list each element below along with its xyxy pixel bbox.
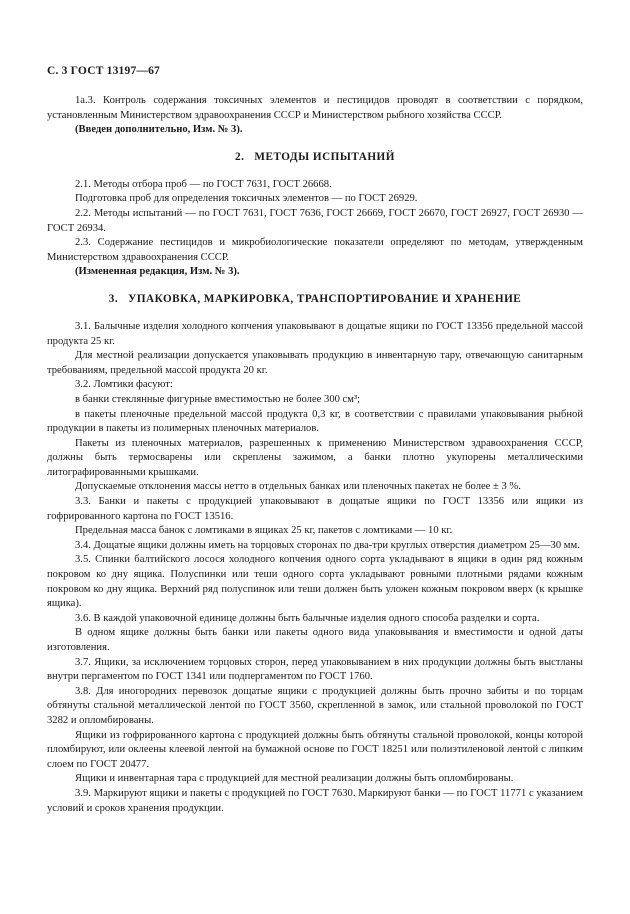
- paragraph-3-2a: в банки стеклянные фигурные вместимостью не более 300 см³;: [75, 393, 361, 405]
- paragraph-1a3: 1а.3. Контроль содержания токсичных элементов и пестицидов проводят в соответствии с порядком, установленным Министерством здравоохранения СССР и Министерством рыбного хозяйства СССР.: [47, 95, 583, 121]
- paragraph-3-5: 3.5. Спинки балтийского лосося холодного копчения одного сорта укладывают в ящики в один ряд кожным покровом ко дну ящика. Полуспинки или теши одного сорта укладывают ровными плотными рядами кожным покровом ко дну ящика. Верхний ряд полуспинок или теши должен быть уложен кожным покровом вверх (к крышке ящика).: [47, 554, 583, 610]
- paragraph-2-3: 2.3. Содержание пестицидов и микробиологические показатели определяют по методам, утвержденным Министерством здравоохранения СССР.: [47, 237, 583, 263]
- paragraph-3-6b: В одном ящике должны быть банки или пакеты одного вида упаковывания и вместимости и одной даты изготовления.: [47, 627, 583, 653]
- paragraph-3-9: 3.9. Маркируют ящики и пакеты с продукцией по ГОСТ 7630. Маркируют банки — по ГОСТ 11771 с указанием условий и сроков хранения продукции.: [47, 787, 583, 814]
- paragraph-3-2c: Пакеты из пленочных материалов, разрешенных к применению Министерством здравоохранения СССР, должны быть термосварены или скреплены зажимом, а банки плотно укупорены металлическими литографированными крышками.: [47, 437, 583, 478]
- section-3-number: 3.: [108, 292, 119, 305]
- section-2-number: 2.: [235, 150, 245, 163]
- amendment-note-2: (Измененная редакция, Изм. № 3).: [75, 266, 240, 278]
- paragraph-3-8b: Ящики из гофрированного картона с продукцией должны быть обтянуты стальной проволокой, концы которой пломбируют, или оклеены клеевой лентой на бумажной основе по ГОСТ 18251 или полиэтиленовой лентой с липким слоем по ГОСТ 20477.: [47, 729, 583, 770]
- paragraph-3-4: 3.4. Дощатые ящики должны иметь на торцовых сторонах по два-три круглых отверстия диаметром 25—30 мм.: [75, 539, 580, 551]
- paragraph-3-1b: Для местной реализации допускается упаковывать продукцию в инвентарную тару, отвечающую санитарным требованиям, предельной массой продукта 20 кг.: [47, 350, 583, 376]
- amendment-note-1: (Введен дополнительно, Изм. № 3).: [75, 124, 243, 136]
- paragraph-3-6: 3.6. В каждой упаковочной единице должны быть балычные изделия одного способа разделки и сорта.: [75, 612, 540, 624]
- paragraph-3-7: 3.7. Ящики, за исключением торцовых сторон, перед упаковыванием в них продукции должны быть выстланы внутри пергаментом по ГОСТ 1341 или подпергаментом по ГОСТ 1760.: [47, 656, 583, 683]
- paragraph-3-1: 3.1. Балычные изделия холодного копчения упаковывают в дощатые ящики по ГОСТ 13356 предельной массой продукта 25 кг.: [47, 320, 583, 347]
- paragraph-3-2b: в пакеты пленочные предельной массой продукта 0,3 кг, в соответствии с правилами упаковывания рыбной продукции в пакеты из полимерных пленочных материалов.: [47, 408, 583, 435]
- page-header: С. 3 ГОСТ 13197—67: [47, 65, 160, 77]
- section-2-heading: [47, 150, 583, 165]
- paragraph-3-2: 3.2. Ломтики фасуют:: [75, 379, 173, 391]
- paragraph-3-8c: Ящики и инвентарная тара с продукцией для местной реализации должны быть опломбированы.: [75, 773, 514, 785]
- paragraph-2-1b: Подготовка проб для определения токсичных элементов — по ГОСТ 26929.: [75, 193, 418, 205]
- section-3-title: УПАКОВКА, МАРКИРОВКА, ТРАНСПОРТИРОВАНИЕ И ХРАНЕНИЕ: [128, 292, 522, 305]
- section-3-heading: [47, 292, 583, 307]
- paragraph-3-3b: Предельная масса банок с ломтиками в ящиках 25 кг, пакетов с ломтиками — 10 кг.: [75, 525, 453, 537]
- paragraph-3-3: 3.3. Банки и пакеты с продукцией упаковывают в дощатые ящики по ГОСТ 13356 или ящики из гофрированного картона по ГОСТ 13516.: [47, 496, 583, 522]
- paragraph-2-2: 2.2. Методы испытаний — по ГОСТ 7631, ГОСТ 7636, ГОСТ 26669, ГОСТ 26670, ГОСТ 26927, ГОСТ 26930 — ГОСТ 26934.: [47, 207, 583, 234]
- section-2-title: МЕТОДЫ ИСПЫТАНИЙ: [254, 150, 395, 163]
- paragraph-2-1: 2.1. Методы отбора проб — по ГОСТ 7631, ГОСТ 26668.: [75, 178, 332, 190]
- paragraph-3-2d: Допускаемые отклонения массы нетто в отдельных банках или пленочных пакетах не более ± 3 %.: [75, 481, 521, 493]
- paragraph-3-8: 3.8. Для иногородних перевозок дощатые ящики с продукцией должны быть прочно забиты и по торцам обтянуты стальной металлической лентой по ГОСТ 3560, скрепленной в замок, или стальной проволокой по ГОСТ 3282 и опломбированы.: [47, 685, 583, 726]
- document-body: [47, 94, 583, 816]
